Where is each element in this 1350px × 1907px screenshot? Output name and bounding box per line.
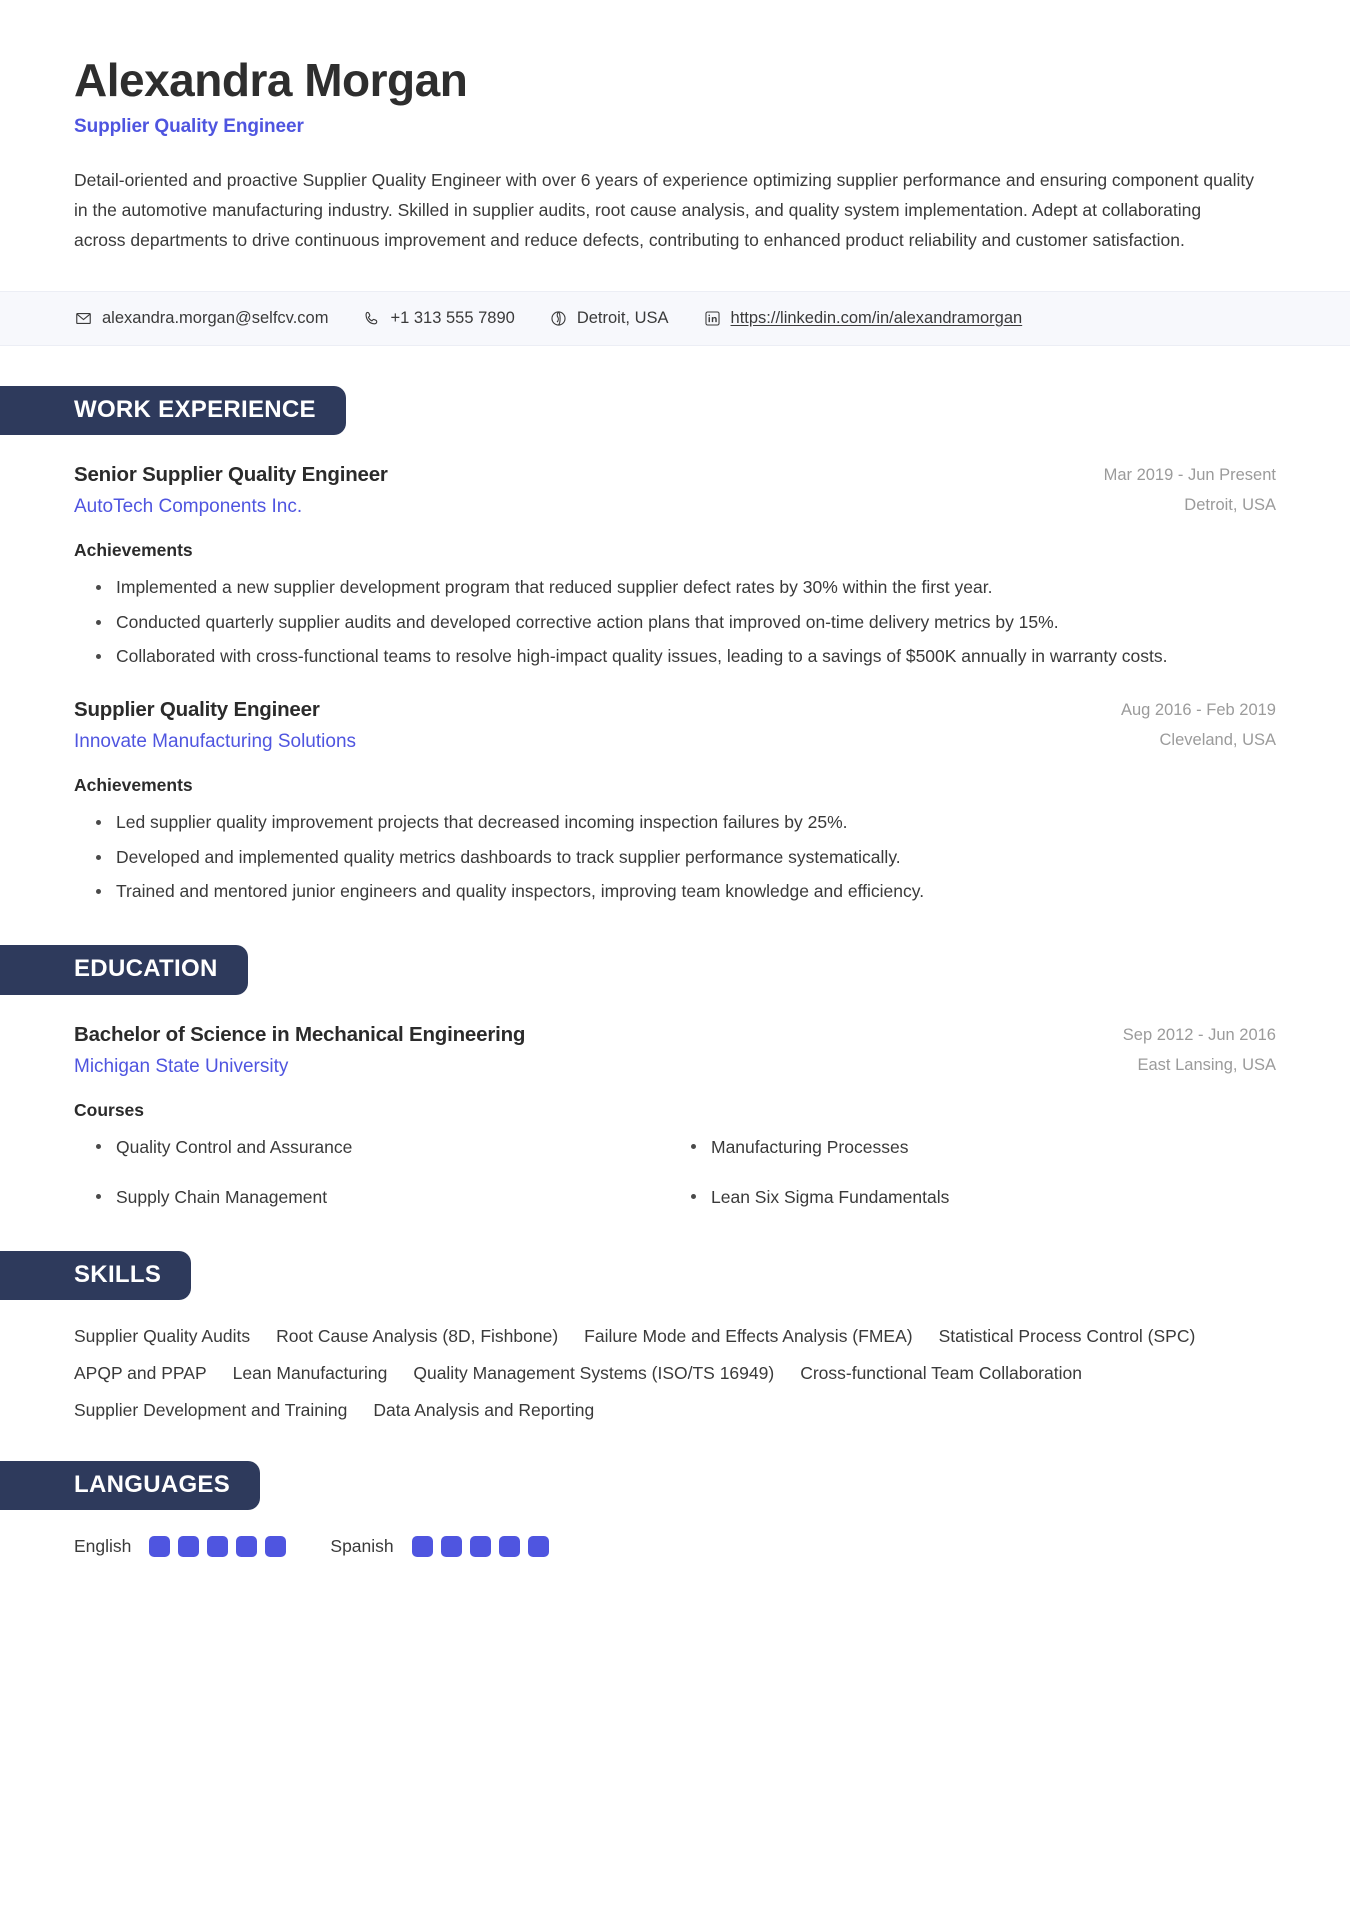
- work-entry: [74, 463, 1276, 670]
- language-level-dot: [499, 1536, 520, 1557]
- section-education: [0, 945, 1350, 1210]
- achievements-list: [74, 808, 1276, 905]
- contact-item-linkedin[interactable]: [703, 309, 1023, 328]
- company-name: Innovate Manufacturing Solutions: [74, 731, 357, 753]
- globe-icon: [549, 309, 568, 328]
- contact-value[interactable]: https://linkedin.com/in/alexandramorgan: [730, 308, 1023, 327]
- education-entry: [74, 1023, 1276, 1211]
- job-title: Supplier Quality Engineer: [74, 115, 304, 137]
- education-entry-right: [1123, 1023, 1276, 1075]
- skill-item: Supplier Quality Audits: [74, 1326, 251, 1347]
- full-name: Alexandra Morgan: [74, 54, 468, 106]
- skill-item: Statistical Process Control (SPC): [938, 1326, 1196, 1347]
- language-level-dot: [149, 1536, 170, 1557]
- contact-bar: [0, 291, 1350, 346]
- languages-body: [0, 1536, 1350, 1557]
- section-title-work-experience: WORK EXPERIENCE: [0, 386, 346, 435]
- work-entry-head: [74, 463, 1276, 518]
- skill-item: Root Cause Analysis (8D, Fishbone): [276, 1326, 559, 1347]
- language-level-dot: [412, 1536, 433, 1557]
- language-level-dot: [441, 1536, 462, 1557]
- work-entry-right: [1121, 698, 1276, 750]
- skill-item: Failure Mode and Effects Analysis (FMEA): [584, 1326, 913, 1347]
- job-role: Supplier Quality Engineer: [74, 698, 320, 722]
- achievement-item: Led supplier quality improvement projects that decreased incoming inspection failures by 25%.: [116, 808, 1276, 836]
- courses-list: [74, 1133, 1276, 1211]
- languages-list: [74, 1536, 1276, 1557]
- skill-item: APQP and PPAP: [74, 1363, 207, 1384]
- language-level-dot: [265, 1536, 286, 1557]
- language-name: Spanish: [330, 1536, 394, 1557]
- course-item: Supply Chain Management: [116, 1183, 681, 1211]
- language-level-dot: [528, 1536, 549, 1557]
- work-entry-left: [74, 698, 1097, 753]
- contact-value: +1 313 555 7890: [390, 308, 515, 327]
- work-entry-head: [74, 698, 1276, 753]
- job-date-range: Mar 2019 - Jun Present: [1103, 466, 1276, 485]
- achievement-item: Collaborated with cross-functional teams to resolve high-impact quality issues, leading to a savings of $500K annually in warranty costs.: [116, 642, 1276, 670]
- achievements-list: [74, 573, 1276, 670]
- work-entry-right: [1104, 463, 1276, 515]
- skill-item: Data Analysis and Reporting: [373, 1400, 595, 1421]
- language-level-dot: [470, 1536, 491, 1557]
- resume-header: [0, 0, 1350, 255]
- section-languages: [0, 1461, 1350, 1557]
- job-date-range: Aug 2016 - Feb 2019: [1120, 701, 1276, 720]
- skill-item: Cross-functional Team Collaboration: [800, 1363, 1082, 1384]
- language-level-meter: [412, 1536, 549, 1557]
- work-entry: [74, 698, 1276, 905]
- skills-body: [0, 1326, 1350, 1421]
- section-skills: [0, 1251, 1350, 1421]
- skills-list: [74, 1326, 1276, 1421]
- language-level-dot: [207, 1536, 228, 1557]
- achievement-item: Conducted quarterly supplier audits and developed corrective action plans that improved on-time delivery metrics by 15%.: [116, 608, 1276, 636]
- skill-item: Quality Management Systems (ISO/TS 16949): [413, 1363, 775, 1384]
- education-entry-left: [74, 1023, 1099, 1078]
- envelope-icon: [74, 309, 93, 328]
- language-level-meter: [149, 1536, 286, 1557]
- achievements-label: Achievements: [74, 540, 193, 561]
- section-title-education: EDUCATION: [0, 945, 248, 994]
- professional-summary: Detail-oriented and proactive Supplier Quality Engineer with over 6 years of experience optimizing supplier performance and ensuring component quality in the automotive manufacturing industry. Skilled in supplier audits, root cause analysis, and quality system implementation. Adept at collaborating across departments to drive continuous improvement and reduce defects, contributing to enhanced product reliability and customer satisfaction.: [74, 169, 1254, 250]
- achievement-item: Developed and implemented quality metrics dashboards to track supplier performance systematically.: [116, 843, 1276, 871]
- contact-value: alexandra.morgan@selfcv.com: [102, 308, 329, 327]
- education-body: [0, 1023, 1350, 1211]
- school-name: Michigan State University: [74, 1055, 289, 1077]
- language-level-dot: [178, 1536, 199, 1557]
- section-title-languages: LANGUAGES: [0, 1461, 260, 1510]
- section-work-experience: [0, 386, 1350, 905]
- language-item: [74, 1536, 286, 1557]
- education-date-range: Sep 2012 - Jun 2016: [1122, 1025, 1276, 1044]
- company-name: AutoTech Components Inc.: [74, 496, 303, 518]
- course-item: Quality Control and Assurance: [116, 1133, 681, 1161]
- skill-item: Supplier Development and Training: [74, 1400, 348, 1421]
- job-location: Cleveland, USA: [1159, 731, 1276, 750]
- contact-item-globe: [549, 309, 669, 328]
- job-location: Detroit, USA: [1184, 496, 1276, 515]
- achievement-item: Implemented a new supplier development program that reduced supplier defect rates by 30% within the first year.: [116, 573, 1276, 601]
- contact-item-phone: [362, 309, 514, 328]
- course-item: Lean Six Sigma Fundamentals: [711, 1183, 1276, 1211]
- skill-item: Lean Manufacturing: [232, 1363, 388, 1384]
- achievements-label: Achievements: [74, 775, 193, 796]
- language-item: [330, 1536, 548, 1557]
- work-experience-body: [0, 463, 1350, 905]
- section-title-skills: SKILLS: [0, 1251, 191, 1300]
- course-item: Manufacturing Processes: [711, 1133, 1276, 1161]
- education-location: East Lansing, USA: [1137, 1055, 1276, 1074]
- phone-icon: [362, 309, 381, 328]
- work-entry-left: [74, 463, 1080, 518]
- linkedin-icon: [703, 309, 722, 328]
- job-role: Senior Supplier Quality Engineer: [74, 463, 388, 487]
- achievement-item: Trained and mentored junior engineers and quality inspectors, improving team knowledge and efficiency.: [116, 877, 1276, 905]
- courses-label: Courses: [74, 1099, 145, 1120]
- language-level-dot: [236, 1536, 257, 1557]
- degree-title: Bachelor of Science in Mechanical Engineering: [74, 1022, 526, 1046]
- education-entry-head: [74, 1023, 1276, 1078]
- contact-item-envelope: [74, 309, 328, 328]
- contact-value: Detroit, USA: [576, 308, 669, 327]
- language-name: English: [74, 1536, 132, 1557]
